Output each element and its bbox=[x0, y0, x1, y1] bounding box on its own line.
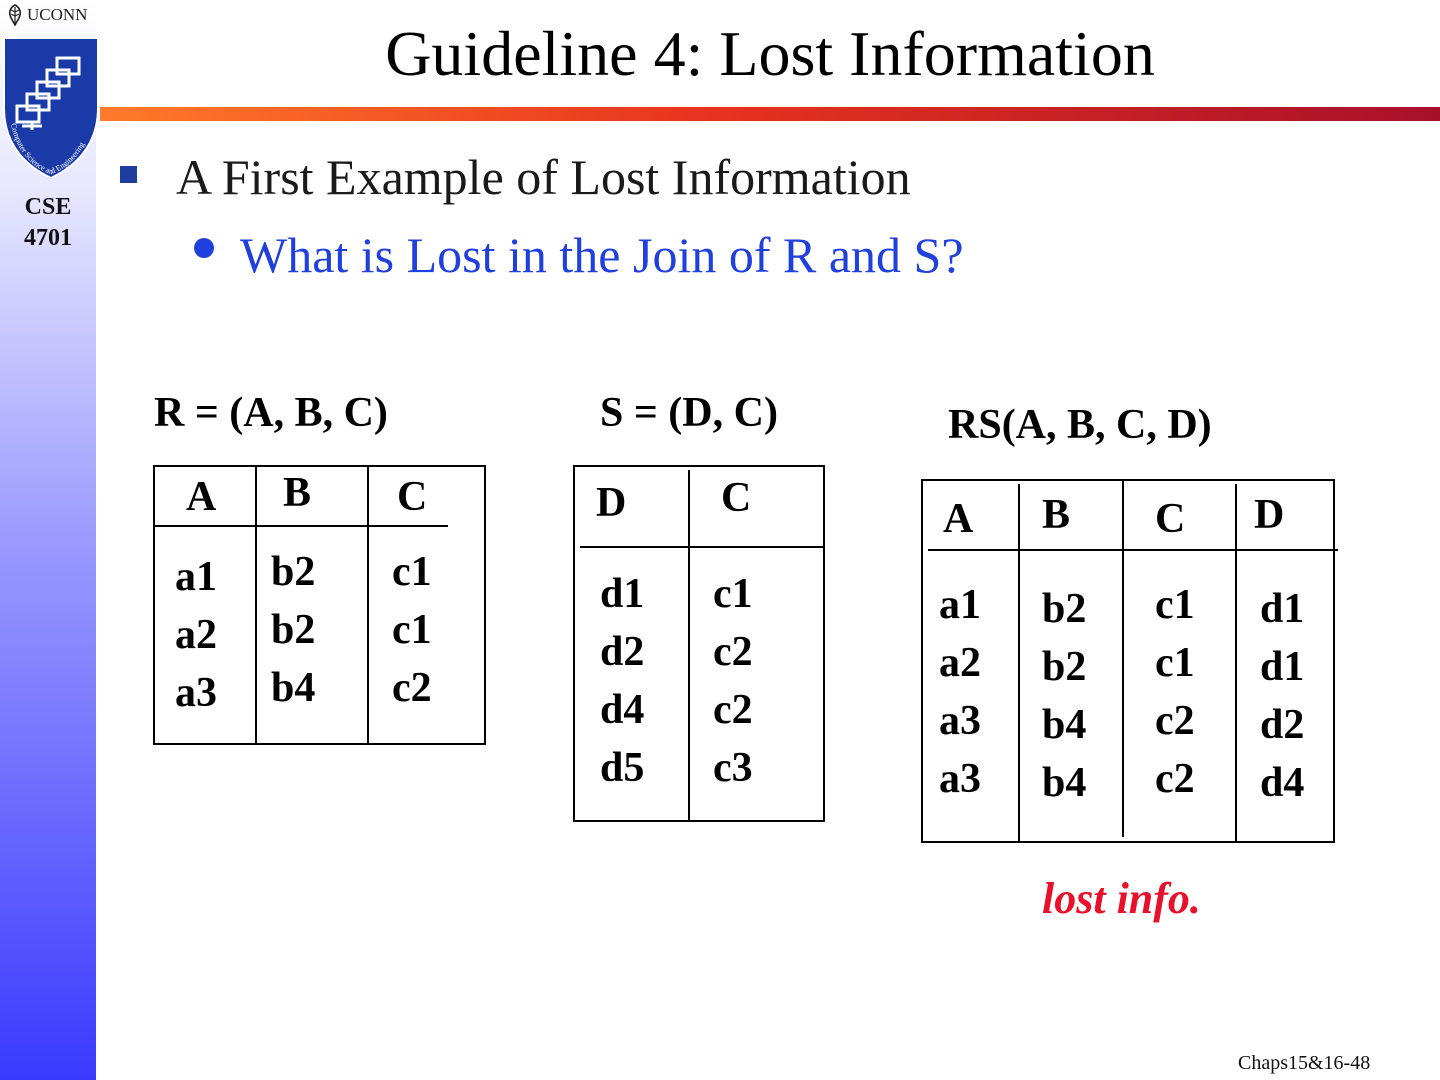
table-rs-label: RS(A, B, C, D) bbox=[948, 402, 1212, 448]
slide-number: Chaps15&16-48 bbox=[1238, 1052, 1371, 1074]
table-cell: b4 bbox=[271, 665, 316, 711]
table-cell: d4 bbox=[1260, 760, 1305, 806]
table-cell: c2 bbox=[713, 629, 753, 675]
table-cell: d4 bbox=[600, 687, 645, 733]
table-cell: d5 bbox=[600, 745, 645, 791]
table-rs-divider bbox=[1122, 480, 1124, 837]
department-logo bbox=[2, 38, 100, 178]
table-rs-column-c bbox=[1155, 576, 1195, 808]
table-cell: a1 bbox=[175, 554, 217, 600]
table-cell: d1 bbox=[1260, 586, 1305, 632]
table-cell: d1 bbox=[1260, 644, 1305, 690]
table-r-divider bbox=[255, 466, 257, 744]
course-number: 4701 bbox=[24, 225, 72, 251]
table-r-header: B bbox=[283, 470, 312, 516]
table-cell: b4 bbox=[1042, 702, 1087, 748]
table-cell: a2 bbox=[175, 612, 217, 658]
table-r-header: C bbox=[397, 474, 428, 520]
table-cell: b2 bbox=[271, 607, 316, 653]
table-r-header: A bbox=[186, 474, 217, 520]
lost-info-note: lost info. bbox=[1042, 874, 1201, 923]
table-cell: d2 bbox=[1260, 702, 1305, 748]
table-cell: c2 bbox=[1155, 756, 1195, 802]
table-cell: c1 bbox=[713, 571, 753, 617]
course-prefix: CSE bbox=[24, 194, 72, 220]
table-s-header: C bbox=[721, 475, 752, 521]
table-s-column-c bbox=[713, 565, 753, 797]
table-rs-column-a bbox=[939, 576, 981, 808]
table-cell: c2 bbox=[392, 665, 432, 711]
table-cell: c2 bbox=[1155, 698, 1195, 744]
table-s-header-line bbox=[580, 546, 824, 548]
bullet-level1: A First Example of Lost Information bbox=[176, 149, 911, 205]
university-header bbox=[6, 4, 87, 26]
table-rs-column-d bbox=[1260, 580, 1304, 812]
table-cell: c1 bbox=[1155, 640, 1195, 686]
table-cell: d2 bbox=[600, 629, 645, 675]
table-cell: a2 bbox=[939, 640, 981, 686]
table-s-column-d bbox=[600, 565, 644, 797]
table-rs-header: C bbox=[1155, 496, 1186, 542]
table-cell: c1 bbox=[392, 607, 432, 653]
table-cell: c3 bbox=[713, 745, 753, 791]
oak-leaf-icon bbox=[6, 4, 24, 26]
logo-caption: Computer Science and Engineering bbox=[8, 122, 87, 177]
table-s-divider bbox=[688, 470, 690, 821]
table-cell: a3 bbox=[939, 698, 981, 744]
table-cell: b4 bbox=[1042, 760, 1087, 806]
course-code bbox=[0, 192, 96, 254]
table-cell: a3 bbox=[175, 670, 217, 716]
table-rs-header: A bbox=[943, 496, 974, 542]
table-rs-column-b bbox=[1042, 580, 1086, 812]
table-r-label: R = (A, B, C) bbox=[154, 390, 388, 436]
table-rs-header-line bbox=[928, 549, 1338, 551]
table-cell: c1 bbox=[392, 549, 432, 595]
table-cell: a3 bbox=[939, 756, 981, 802]
university-name: UCONN bbox=[27, 5, 88, 24]
square-bullet-icon bbox=[120, 166, 137, 183]
table-cell: b2 bbox=[1042, 644, 1087, 690]
table-s-header: D bbox=[596, 480, 627, 526]
title-underline-bar bbox=[100, 107, 1440, 121]
table-s-label: S = (D, C) bbox=[600, 390, 778, 436]
table-cell: c1 bbox=[1155, 582, 1195, 628]
round-bullet-icon bbox=[194, 238, 214, 258]
table-rs-divider bbox=[1018, 484, 1020, 842]
table-cell: d1 bbox=[600, 571, 645, 617]
table-r-column-c bbox=[392, 543, 432, 717]
table-cell: a1 bbox=[939, 582, 981, 628]
bullet-level2: What is Lost in the Join of R and S? bbox=[240, 227, 964, 283]
table-rs-header: D bbox=[1254, 492, 1285, 538]
table-r-header-line bbox=[154, 525, 448, 527]
table-cell: c2 bbox=[713, 687, 753, 733]
table-cell: b2 bbox=[271, 549, 316, 595]
slide-title: Guideline 4: Lost Information bbox=[385, 18, 1155, 89]
table-rs-divider bbox=[1235, 484, 1237, 842]
table-r-column-b bbox=[271, 543, 315, 717]
table-rs-header: B bbox=[1042, 492, 1071, 538]
table-cell: b2 bbox=[1042, 586, 1087, 632]
table-r-column-a bbox=[175, 548, 217, 722]
table-r-divider bbox=[367, 466, 369, 744]
